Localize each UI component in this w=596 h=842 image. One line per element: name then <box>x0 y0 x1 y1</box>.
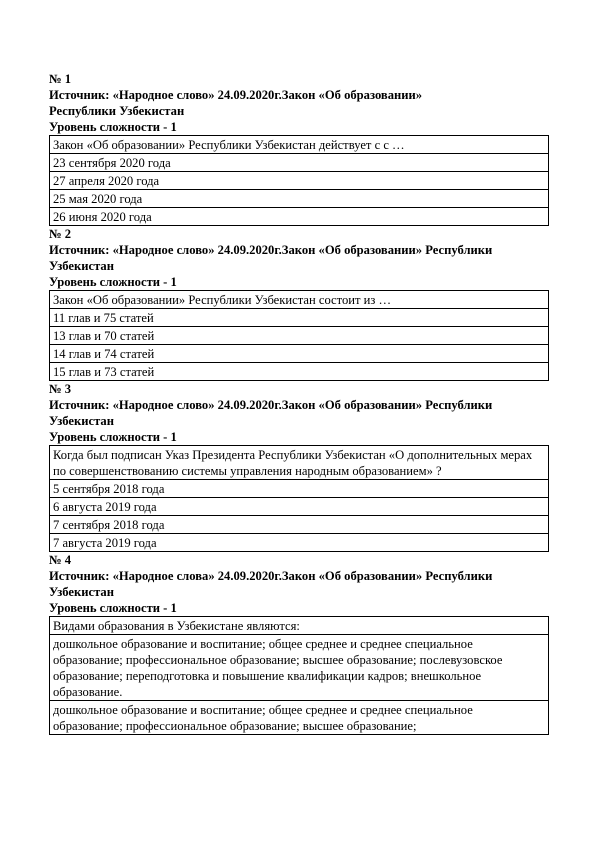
question-level: Уровень сложности - 1 <box>49 430 177 444</box>
question-table <box>49 290 549 381</box>
question-number: № 4 <box>49 553 72 567</box>
question-block-2 <box>49 226 549 381</box>
question-text: Когда был подписан Указ Президента Республики Узбекистан «О дополнительных мерах по совершенствованию системы управления народным образованием» ? <box>50 446 549 480</box>
question-source: Источник: «Народное слова» 24.09.2020г.Закон «Об образовании» Республики Узбекистан <box>49 569 493 599</box>
answer-option: 14 глав и 74 статей <box>50 345 549 363</box>
answer-option: 5 сентября 2018 года <box>50 480 549 498</box>
answer-option: 27 апреля 2020 года <box>50 172 549 190</box>
answer-option: 13 глав и 70 статей <box>50 327 549 345</box>
answer-option: 7 сентября 2018 года <box>50 516 549 534</box>
answer-option: 11 глав и 75 статей <box>50 309 549 327</box>
question-number: № 2 <box>49 227 72 241</box>
answer-option: 6 августа 2019 года <box>50 498 549 516</box>
question-table <box>49 445 549 552</box>
question-table <box>49 616 549 735</box>
question-source: Источник: «Народное слово» 24.09.2020г.Закон «Об образовании» Республики Узбекистан <box>49 88 423 118</box>
answer-option: 25 мая 2020 года <box>50 190 549 208</box>
answer-option: дошкольное образование и воспитание; общее среднее и среднее специальное образование; профессиональное образование; высшее образование; послевузовское образование; переподготовка и повышение квалификации кадров; внешкольное образование. <box>50 635 549 701</box>
question-source: Источник: «Народное слово» 24.09.2020г.Закон «Об образовании» Республики Узбекистан <box>49 398 493 428</box>
answer-option: 15 глав и 73 статей <box>50 363 549 381</box>
question-block-4 <box>49 552 549 735</box>
question-number: № 3 <box>49 382 72 396</box>
answer-option: 7 августа 2019 года <box>50 534 549 552</box>
question-block-3 <box>49 381 549 552</box>
question-number: № 1 <box>49 72 72 86</box>
answer-option: дошкольное образование и воспитание; общее среднее и среднее специальное образование; профессиональное образование; высшее образование; <box>50 701 549 735</box>
question-level: Уровень сложности - 1 <box>49 601 177 615</box>
question-table <box>49 135 549 226</box>
answer-option: 23 сентября 2020 года <box>50 154 549 172</box>
question-text: Закон «Об образовании» Республики Узбекистан состоит из … <box>50 291 549 309</box>
answer-option: 26 июня 2020 года <box>50 208 549 226</box>
document-page <box>49 71 549 735</box>
question-text: Видами образования в Узбекистане являются: <box>50 617 549 635</box>
question-level: Уровень сложности - 1 <box>49 275 177 289</box>
question-level: Уровень сложности - 1 <box>49 120 177 134</box>
question-block-1 <box>49 71 549 226</box>
question-source: Источник: «Народное слово» 24.09.2020г.Закон «Об образовании» Республики Узбекистан <box>49 243 493 273</box>
question-text: Закон «Об образовании» Республики Узбекистан действует с с … <box>50 136 549 154</box>
